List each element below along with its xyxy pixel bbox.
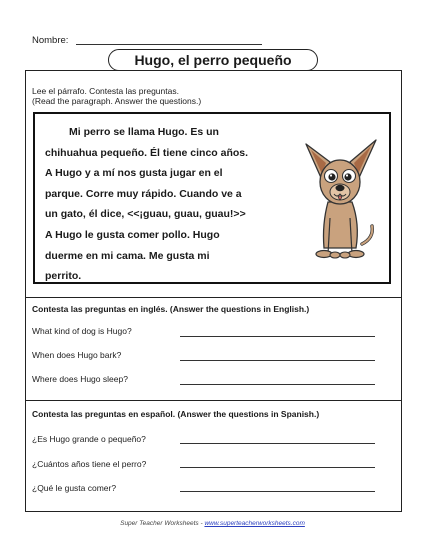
passage-line: un gato, él dice, <<¡guau, guau, guau!>> — [45, 208, 246, 221]
passage-line: duerme en mi cama. Me gusta mi — [45, 249, 210, 262]
passage-line: chihuahua pequeño. Él tiene cinco años. — [45, 146, 249, 159]
page-title: Hugo, el perro pequeño — [108, 49, 318, 71]
chihuahua-illustration — [300, 126, 380, 266]
footer-brand: Super Teacher Worksheets — [120, 520, 199, 527]
question-likes-to-eat: ¿Qué le gusta comer? — [32, 483, 117, 493]
passage-line: Mi perro se llama Hugo. Es un — [69, 126, 219, 138]
footer — [0, 520, 425, 527]
name-input-line[interactable] — [76, 44, 262, 45]
section-heading-english: Contesta las preguntas en inglés. (Answer the questions in English.) — [32, 304, 310, 314]
reading-passage-box — [33, 112, 391, 284]
footer-separator: - — [200, 520, 203, 527]
answer-line[interactable] — [180, 360, 375, 361]
footer-link[interactable]: www.superteacherworksheets.com — [204, 520, 305, 527]
question-when-bark: When does Hugo bark? — [32, 350, 122, 360]
answer-line[interactable] — [180, 467, 375, 468]
passage-line: A Hugo le gusta comer pollo. Hugo — [45, 228, 220, 241]
passage-line: A Hugo y a mí nos gusta jugar en el — [45, 167, 223, 180]
reading-passage — [45, 122, 277, 287]
question-kind-of-dog: What kind of dog is Hugo? — [32, 326, 132, 336]
instructions-english: (Read the paragraph. Answer the questions.) — [32, 96, 202, 106]
answer-line[interactable] — [180, 336, 375, 337]
name-label: Nombre: — [32, 35, 69, 46]
passage-line: perrito. — [45, 270, 82, 283]
section-heading-spanish: Contesta las preguntas en español. (Answer the questions in Spanish.) — [32, 409, 320, 419]
question-big-or-small: ¿Es Hugo grande o pequeño? — [32, 434, 146, 444]
answer-line[interactable] — [180, 443, 375, 444]
answer-line[interactable] — [180, 491, 375, 492]
question-how-old: ¿Cuántos años tiene el perro? — [32, 459, 147, 469]
section-divider — [25, 297, 402, 298]
passage-line: parque. Corre muy rápido. Cuando ve a — [45, 187, 242, 200]
answer-line[interactable] — [180, 384, 375, 385]
instructions-spanish: Lee el párrafo. Contesta las preguntas. — [32, 86, 179, 96]
question-where-sleep: Where does Hugo sleep? — [32, 374, 128, 384]
section-divider — [25, 400, 402, 401]
